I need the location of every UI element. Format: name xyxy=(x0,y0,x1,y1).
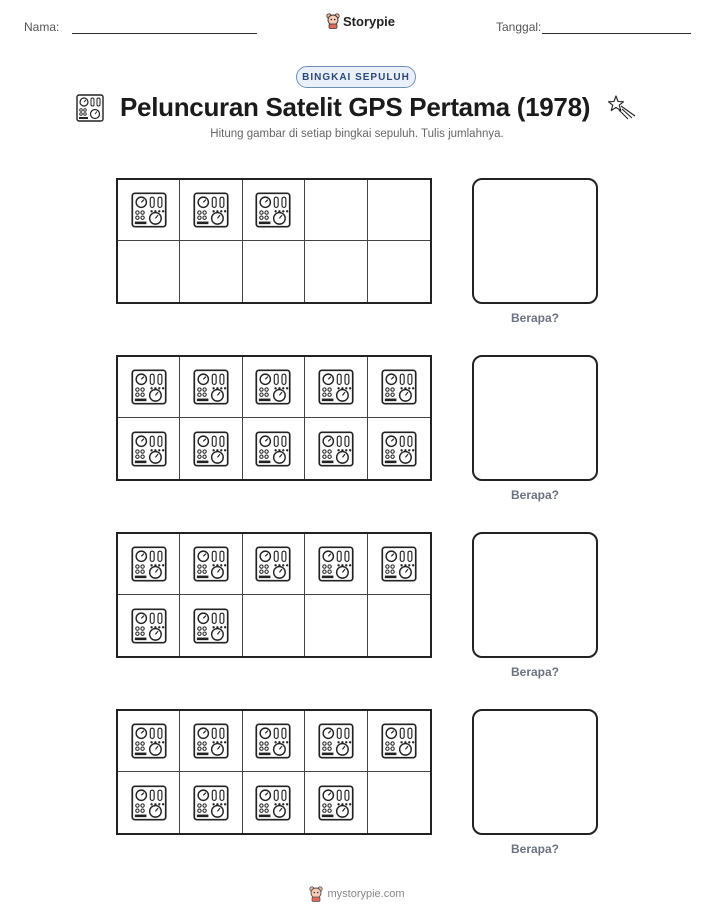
brand-logo xyxy=(326,13,395,29)
control-panel-icon xyxy=(131,608,167,644)
footer-url: mystorypie.com xyxy=(327,888,405,900)
frame-cell xyxy=(243,241,305,302)
date-label: Tanggal: xyxy=(496,20,542,34)
control-panel-icon xyxy=(131,723,167,759)
shooting-star-icon xyxy=(608,94,638,120)
frame-cell xyxy=(180,772,242,833)
control-panel-icon xyxy=(255,431,291,467)
frame-cell xyxy=(118,418,180,479)
frame-cell xyxy=(180,180,242,241)
frame-cell xyxy=(118,534,180,595)
frame-cell xyxy=(243,534,305,595)
mascot-icon xyxy=(326,13,340,29)
frame-cell xyxy=(118,357,180,418)
control-panel-icon xyxy=(131,546,167,582)
control-panel-icon xyxy=(255,723,291,759)
frame-cell xyxy=(305,595,367,656)
frame-cell xyxy=(118,711,180,772)
frame-cell xyxy=(180,241,242,302)
answer-label-3: Berapa? xyxy=(510,665,560,679)
answer-label-1: Berapa? xyxy=(510,311,560,325)
frame-cell xyxy=(118,180,180,241)
control-panel-icon xyxy=(193,431,229,467)
control-panel-icon xyxy=(131,369,167,405)
control-panel-icon xyxy=(193,369,229,405)
ten-frame-1 xyxy=(116,178,432,304)
ten-frame-4 xyxy=(116,709,432,835)
mascot-icon xyxy=(309,886,323,902)
frame-cell xyxy=(368,711,430,772)
frame-cell xyxy=(243,418,305,479)
answer-label-2: Berapa? xyxy=(510,488,560,502)
name-line[interactable] xyxy=(72,33,257,34)
date-line[interactable] xyxy=(542,33,691,34)
frame-cell xyxy=(180,418,242,479)
control-panel-icon xyxy=(255,192,291,228)
title-row xyxy=(0,92,714,126)
ten-frame-2 xyxy=(116,355,432,481)
control-panel-icon xyxy=(255,546,291,582)
frame-cell xyxy=(305,357,367,418)
control-panel-icon xyxy=(381,369,417,405)
control-panel-icon xyxy=(381,431,417,467)
frame-cell xyxy=(305,534,367,595)
control-panel-icon xyxy=(318,723,354,759)
frame-cell xyxy=(243,180,305,241)
control-panel-icon xyxy=(193,785,229,821)
frame-cell xyxy=(243,595,305,656)
control-panel-icon xyxy=(193,192,229,228)
frame-cell xyxy=(180,711,242,772)
control-panel-icon xyxy=(318,785,354,821)
control-panel-icon xyxy=(193,608,229,644)
frame-cell xyxy=(305,711,367,772)
frame-cell xyxy=(180,534,242,595)
frame-cell xyxy=(305,180,367,241)
control-panel-icon xyxy=(381,723,417,759)
instructions: Hitung gambar di setiap bingkai sepuluh. Tulis jumlahnya. xyxy=(210,128,504,140)
page-title: Peluncuran Satelit GPS Pertama (1978) xyxy=(120,92,591,122)
frame-cell xyxy=(118,241,180,302)
frame-cell xyxy=(180,357,242,418)
control-panel-icon xyxy=(381,546,417,582)
answer-box-1[interactable] xyxy=(472,178,598,304)
frame-cell xyxy=(368,180,430,241)
frame-cell xyxy=(368,418,430,479)
control-panel-icon xyxy=(255,369,291,405)
frame-cell xyxy=(368,534,430,595)
control-panel-icon xyxy=(131,785,167,821)
frame-cell xyxy=(180,595,242,656)
control-panel-icon xyxy=(131,192,167,228)
footer xyxy=(0,886,714,902)
control-panel-icon xyxy=(76,94,104,122)
answer-box-2[interactable] xyxy=(472,355,598,481)
frame-cell xyxy=(118,772,180,833)
control-panel-icon xyxy=(193,723,229,759)
worksheet-type-badge: BINGKAI SEPULUH xyxy=(296,66,416,88)
frame-cell xyxy=(368,241,430,302)
ten-frame-3 xyxy=(116,532,432,658)
frame-cell xyxy=(118,595,180,656)
frame-cell xyxy=(305,772,367,833)
control-panel-icon xyxy=(131,431,167,467)
name-label: Nama: xyxy=(24,20,60,34)
frame-cell xyxy=(368,772,430,833)
answer-box-3[interactable] xyxy=(472,532,598,658)
frame-cell xyxy=(368,357,430,418)
brand-name: Storypie xyxy=(343,13,396,29)
answer-label-4: Berapa? xyxy=(510,842,560,856)
frame-cell xyxy=(368,595,430,656)
control-panel-icon xyxy=(255,785,291,821)
frame-cell xyxy=(243,711,305,772)
frame-cell xyxy=(305,241,367,302)
frame-cell xyxy=(243,772,305,833)
control-panel-icon xyxy=(318,546,354,582)
frame-cell xyxy=(243,357,305,418)
answer-box-4[interactable] xyxy=(472,709,598,835)
control-panel-icon xyxy=(193,546,229,582)
control-panel-icon xyxy=(318,431,354,467)
control-panel-icon xyxy=(318,369,354,405)
frame-cell xyxy=(305,418,367,479)
